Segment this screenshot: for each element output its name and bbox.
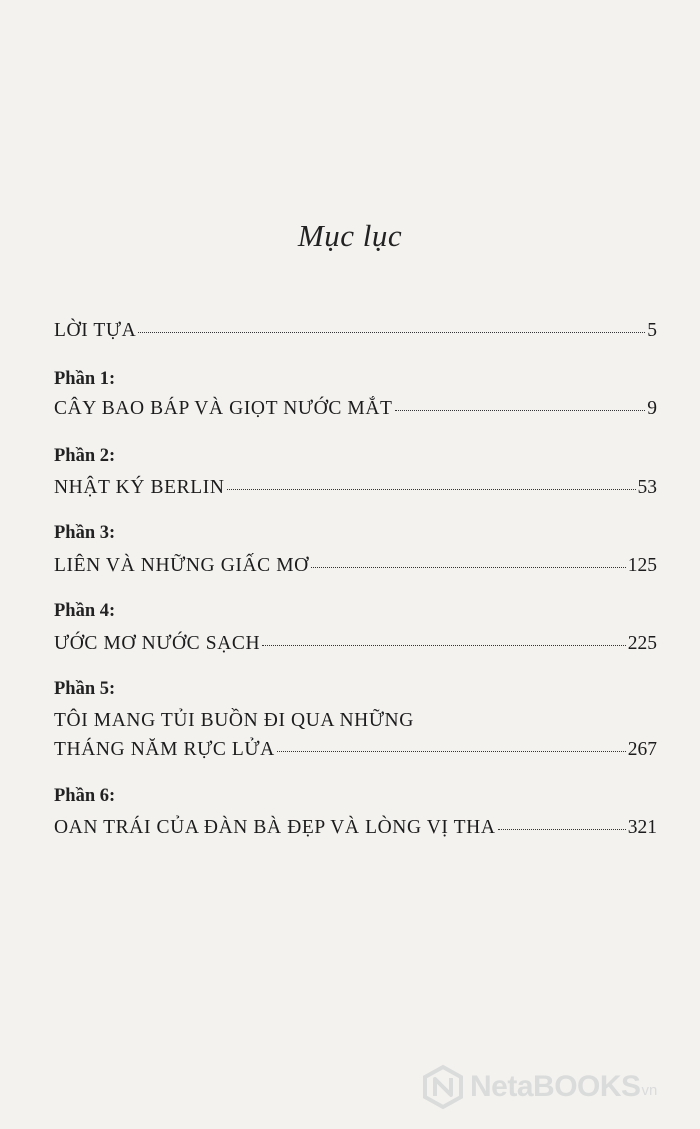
hexagon-n-logo-icon bbox=[420, 1064, 466, 1110]
dot-leader bbox=[395, 410, 646, 411]
entry-title: THÁNG NĂM RỰC LỬA bbox=[54, 739, 275, 760]
part-heading-5: Phần 5: bbox=[54, 679, 116, 699]
part-heading-3: Phần 3: bbox=[54, 523, 116, 543]
dot-leader bbox=[138, 332, 645, 333]
page-number: 53 bbox=[637, 477, 657, 498]
entry-title: OAN TRÁI CỦA ĐÀN BÀ ĐẸP VÀ LÒNG VỊ THA bbox=[54, 817, 496, 838]
dot-leader bbox=[277, 751, 626, 752]
page-title: Mục lục bbox=[297, 218, 403, 253]
dot-leader bbox=[227, 489, 636, 490]
page-number: 125 bbox=[627, 555, 657, 576]
entry-title: CÂY BAO BÁP VÀ GIỌT NƯỚC MẮT bbox=[54, 398, 393, 419]
watermark-brand: NetaBOOKS bbox=[470, 1070, 641, 1103]
watermark bbox=[420, 1063, 700, 1111]
entry-title: ƯỚC MƠ NƯỚC SẠCH bbox=[54, 633, 261, 654]
toc-entry-part-1[interactable] bbox=[54, 398, 657, 420]
toc-entry-preface[interactable] bbox=[54, 320, 657, 342]
entry-title: LỜI TỰA bbox=[54, 320, 137, 341]
toc-entry-part-3[interactable] bbox=[54, 555, 657, 577]
page-number: 321 bbox=[627, 817, 657, 838]
entry-title: LIÊN VÀ NHỮNG GIẤC MƠ bbox=[54, 555, 309, 576]
page-number: 5 bbox=[647, 320, 657, 341]
toc-entry-part-2[interactable] bbox=[54, 477, 657, 499]
part-heading-6: Phần 6: bbox=[54, 786, 116, 806]
toc-entry-part-5[interactable] bbox=[54, 739, 657, 761]
page-number: 9 bbox=[647, 398, 657, 419]
toc-entry-part-4[interactable] bbox=[54, 633, 657, 655]
entry-title: NHẬT KÝ BERLIN bbox=[54, 477, 225, 498]
entry-title-line-1: TÔI MANG TỦI BUỒN ĐI QUA NHỮNG bbox=[54, 710, 414, 731]
dot-leader bbox=[311, 567, 626, 568]
page-number: 267 bbox=[627, 739, 657, 760]
part-heading-2: Phần 2: bbox=[54, 446, 116, 466]
part-heading-4: Phần 4: bbox=[54, 601, 116, 621]
page-number: 225 bbox=[627, 633, 657, 654]
toc-entry-part-6[interactable] bbox=[54, 817, 657, 839]
part-heading-1: Phần 1: bbox=[54, 369, 116, 389]
dot-leader bbox=[498, 829, 626, 830]
dot-leader bbox=[262, 645, 626, 646]
watermark-suffix: vn bbox=[641, 1082, 658, 1099]
